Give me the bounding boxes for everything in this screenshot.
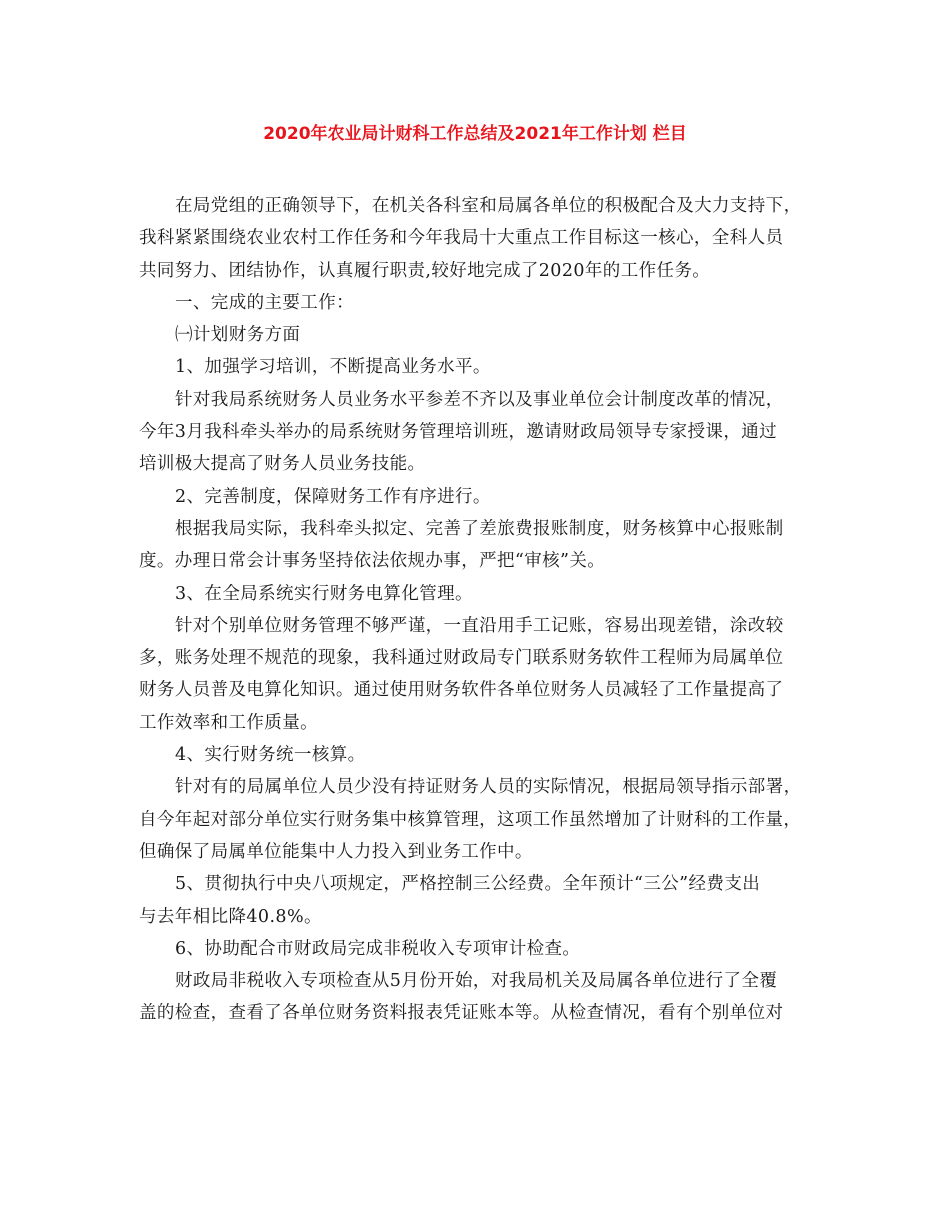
body-line: ㈠计划财务方面 — [175, 325, 301, 346]
body-line: 一、完成的主要工作： — [175, 292, 354, 313]
body-line: 多，账务处理不规范的现象，我科通过财政局专门联系财务软件工程师为局属单位 — [139, 648, 784, 669]
body-line: 度。办理日常会计事务坚持依法依规办事，严把“审核”关。 — [139, 551, 606, 572]
body-line: 今年3月我科牵头举办的局系统财务管理培训班，邀请财政局领导专家授课，通过 — [139, 422, 778, 443]
body-line: 财务人员普及电算化知识。通过使用财务软件各单位财务人员减轻了工作量提高了 — [139, 680, 784, 701]
body-line: 5、贯彻执行中央八项规定，严格控制三公经费。全年预计“三公”经费支出 — [175, 874, 761, 895]
body-line: 4、实行财务统一核算。 — [175, 745, 366, 766]
body-line: 与去年相比降40.8%。 — [139, 906, 322, 927]
body-line: 针对我局系统财务人员业务水平参差不齐以及事业单位会计制度改革的情况， — [175, 389, 784, 410]
body-line: 针对个别单位财务管理不够严谨，一直沿用手工记账，容易出现差错，涂改较 — [175, 615, 784, 636]
document-body — [139, 190, 829, 1030]
body-line: 我科紧紧围绕农业农村工作任务和今年我局十大重点工作目标这一核心，全科人员 — [139, 228, 784, 249]
body-line: 培训极大提高了财务人员业务技能。 — [139, 454, 426, 475]
body-line: 2、完善制度，保障财务工作有序进行。 — [175, 486, 491, 507]
body-line: 针对有的局属单位人员少没有持证财务人员的实际情况，根据局领导指示部署， — [175, 777, 802, 798]
body-line: 盖的检查，查看了各单位财务资料报表凭证账本等。从检查情况，看有个别单位对 — [139, 1003, 784, 1024]
body-line: 3、在全局系统实行财务电算化管理。 — [175, 583, 473, 604]
body-line: 共同努力、团结协作，认真履行职责,较好地完成了2020年的工作任务。 — [139, 260, 711, 281]
body-line: 工作效率和工作质量。 — [139, 712, 318, 733]
body-line: 6、协助配合市财政局完成非税收入专项审计检查。 — [175, 938, 581, 959]
body-line: 自今年起对部分单位实行财务集中核算管理，这项工作虽然增加了计财科的工作量， — [139, 809, 802, 830]
body-line: 但确保了局属单位能集中人力投入到业务工作中。 — [139, 841, 533, 862]
body-line: 1、加强学习培训，不断提高业务水平。 — [175, 357, 491, 378]
body-line: 在局党组的正确领导下，在机关各科室和局属各单位的积极配合及大力支持下， — [175, 196, 802, 216]
document-title: 2020年农业局计财科工作总结及2021年工作计划 栏目 — [263, 124, 687, 144]
body-line: 财政局非税收入专项检查从5月份开始，对我局机关及局属各单位进行了全覆 — [175, 971, 778, 992]
body-line: 根据我局实际，我科牵头拟定、完善了差旅费报账制度，财务核算中心报账制 — [175, 518, 784, 539]
